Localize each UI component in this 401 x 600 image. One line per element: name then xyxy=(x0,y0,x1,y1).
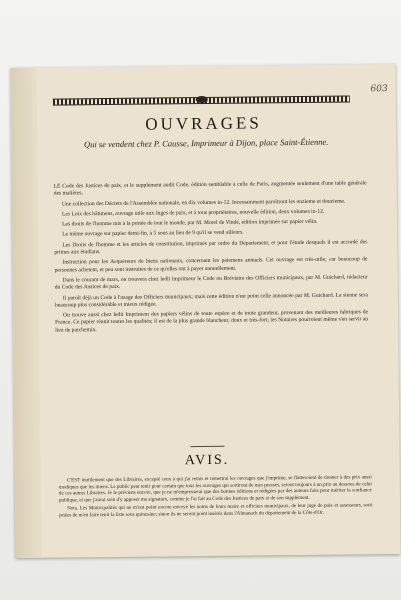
list-item: Les droits de l'homme mis à la portée de tout le monde, par M. Morel de Vindé, édition imprimée sur papier vélin. xyxy=(62,219,318,228)
page-number: 603 xyxy=(370,84,388,95)
list-item: Une collection des Décrets de l'Assemblée nationale, en dix volumes in-12. Incessamment paroîtront les onzieme et douzieme. xyxy=(61,198,346,208)
page-subtitle: Qui se vendent chez P. Causse, Imprimeur à Dijon, place Saint-Étienne. xyxy=(83,136,329,150)
list-item: On trouve aussi chez ledit Imprimeur des papiers vélins de toute espèce et de toute grandeur, provenant des meilleures fabriques de France. Ce papier réunit toutes les qualités; il est de la plus grande blancheur, doux et très-fort; les Notaires pourroient même s'en servir au lieu de parchemin. xyxy=(55,309,369,334)
list-item: Le même ouvrage sur papier demi-fin, à 5 sous au lieu de 9 qu'il se vend ailleurs. xyxy=(62,230,244,238)
ornamental-border xyxy=(53,95,350,105)
notice-title: AVIS. xyxy=(184,452,230,469)
page-title: OUVRAGES xyxy=(145,113,262,134)
section-divider xyxy=(190,446,224,447)
list-item: LE Code des Justices de paix, et le supplément audit Code, édition semblable à celle de Paris, augmentée seulement d'une table générale des matières. xyxy=(53,180,367,197)
book-list xyxy=(54,180,369,337)
notice-paragraph: Nota. Les Municipalités qui ne m'ont point encore envoyé les noms de leurs maire et officiers municipaux, de leur juge de paix et assesseurs, sont priées de m'en faire tenir la liste sous quinzaine; sinon ils ne seront point insérés dans l'Almanach du département de la Côte-d'Or. xyxy=(59,502,373,519)
list-item: Il paroît déjà un Code à l'usage des Officiers municipaux; mais cette édition n'est point celle annoncée par M. Guichard. La sienne sera beaucoup plus considérable et mieux rédigée. xyxy=(54,291,368,309)
page-binding-edge xyxy=(10,68,41,558)
printed-page xyxy=(10,64,400,558)
list-item: Les Droits de l'homme et les articles de constitution, imprimés par ordre du Département, et pour l'étude desquels il est accordé des primes aux étudians. xyxy=(54,239,368,256)
list-item: Les Loix des bâtimens, ouvrage utile aux Juges de paix, et à tous propriétaires, nouvelle édition, deux volumes in-12. xyxy=(61,208,325,218)
list-item: Instruction pour les Acquéreurs de biens nationaux, concernant les paiemens annuels. Cet ouvrage est très-utile; car beaucoup de personnes achetent, et peu sont instruites de ce qu'elles ont à payer annuellement. xyxy=(54,256,368,274)
notice-body xyxy=(59,474,372,520)
list-item: Dans le courant de mars, on trouvera chez ledit imprimeur le Code ou Bréviaire des Officiers municipaux, par M. Guichard, rédacteur du Code des Justices de paix. xyxy=(54,274,368,291)
ornament-center xyxy=(195,96,207,103)
notice-paragraph: C'EST inutilement que des Libraires, excepté ceux à qui j'ai remis et remettrai les ouvrages que j'imprime, se flatteroient de donner à des prix aussi modiques que les miens. Le public peut tenir pour certain que tous les ouvrages qui sortiront de mes presses, seront toujours à un prix au dessous de celui de ces autres Libraires. Je le préviens encore, que je ne m'empresserai que des bonnes éditions et rédigées par des auteurs faits pour mériter la confiance publique, et que j'aurai soin d'y apposer ma signature, comme je l'ai fait au Code des Justices de paix et de son supplément. xyxy=(58,474,372,504)
